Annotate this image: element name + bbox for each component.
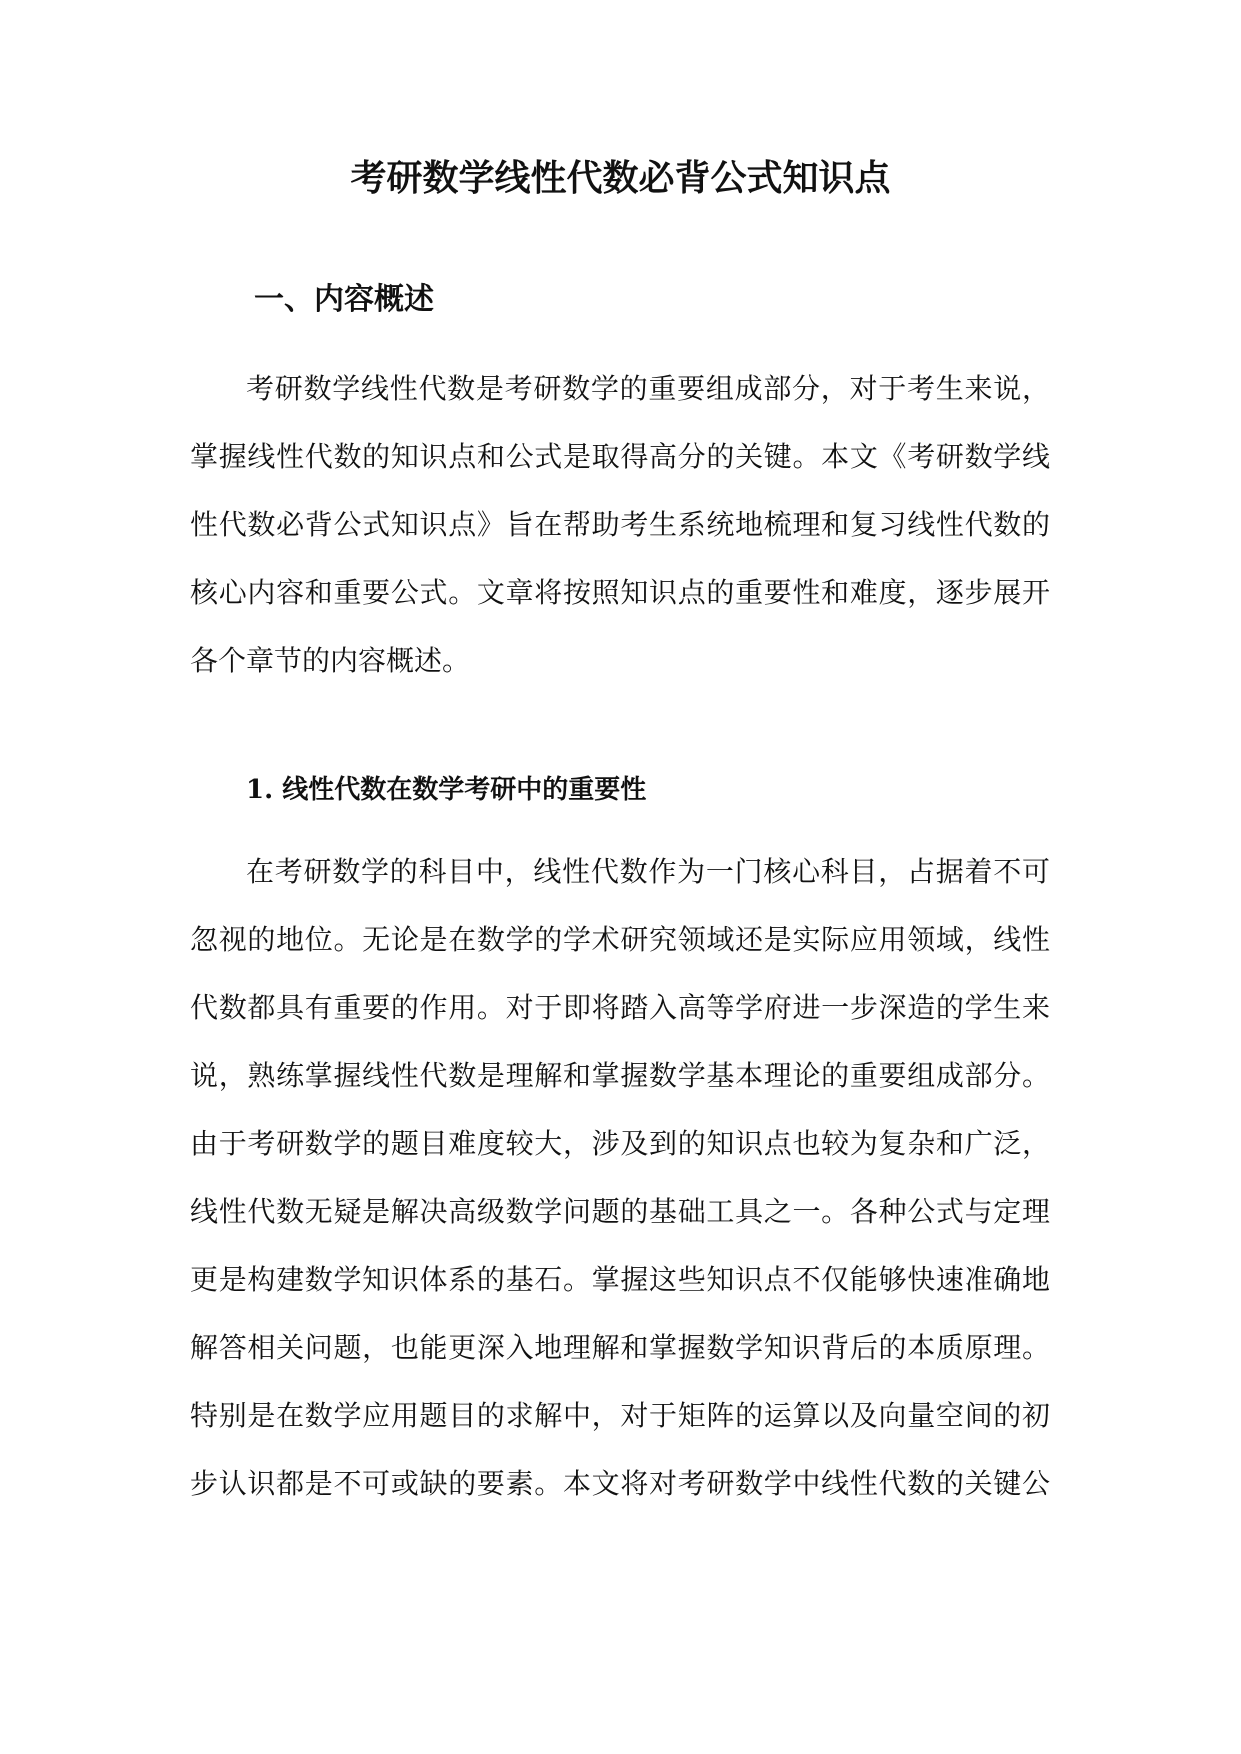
- importance-paragraph: [190, 838, 1050, 1518]
- subsection-heading-importance: 1. 线性代数在数学考研中的重要性: [246, 775, 647, 805]
- paragraph-line: 解答相关问题，也能更深入地理解和掌握数学知识背后的本质原理。: [190, 1331, 1050, 1364]
- paragraph-line: 在考研数学的科目中，线性代数作为一门核心科目，占据着不可: [246, 855, 1050, 888]
- paragraph-line: 忽视的地位。无论是在数学的学术研究领域还是实际应用领域，线性: [190, 923, 1050, 956]
- section-heading-overview: 一、内容概述: [254, 282, 434, 317]
- paragraph-line: 核心内容和重要公式。文章将按照知识点的重要性和难度，逐步展开: [190, 576, 1050, 609]
- overview-paragraph: [190, 355, 1050, 695]
- paragraph-line: 代数都具有重要的作用。对于即将踏入高等学府进一步深造的学生来: [190, 991, 1050, 1024]
- paragraph-line: 掌握线性代数的知识点和公式是取得高分的关键。本文《考研数学线: [190, 440, 1050, 473]
- paragraph-line: 由于考研数学的题目难度较大，涉及到的知识点也较为复杂和广泛，: [190, 1127, 1050, 1160]
- document-title: 考研数学线性代数必背公式知识点: [350, 157, 891, 199]
- paragraph-line: 更是构建数学知识体系的基石。掌握这些知识点不仅能够快速准确地: [190, 1263, 1050, 1296]
- paragraph-line: 步认识都是不可或缺的要素。本文将对考研数学中线性代数的关键公: [190, 1467, 1050, 1500]
- paragraph-line: 考研数学线性代数是考研数学的重要组成部分，对于考生来说，: [246, 372, 1050, 405]
- paragraph-line: 性代数必背公式知识点》旨在帮助考生系统地梳理和复习线性代数的: [190, 508, 1050, 541]
- paragraph-line: 说，熟练掌握线性代数是理解和掌握数学基本理论的重要组成部分。: [190, 1059, 1050, 1092]
- paragraph-line: 特别是在数学应用题目的求解中，对于矩阵的运算以及向量空间的初: [190, 1399, 1050, 1432]
- paragraph-line: 各个章节的内容概述。: [190, 644, 471, 677]
- paragraph-line: 线性代数无疑是解决高级数学问题的基础工具之一。各种公式与定理: [190, 1195, 1050, 1228]
